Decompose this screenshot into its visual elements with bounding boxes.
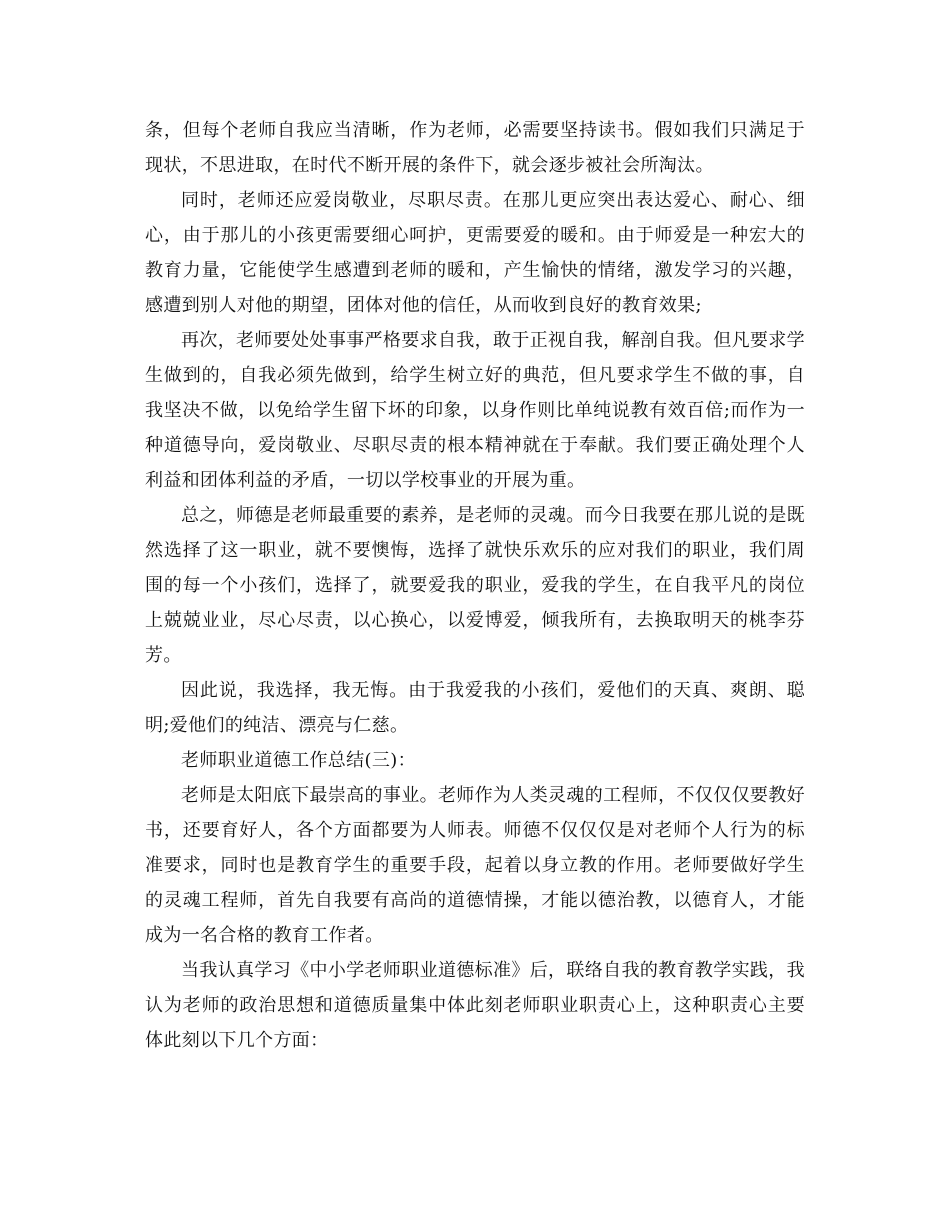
paragraph-self-discipline: 再次，老师要处处事事严格要求自我，敢于正视自我，解剖自我。但凡要求学生做到的，自我必须先做到，给学生树立好的典范，但凡要求学生不做的事，自我坚决不做，以免给学生留下坏的印象，以身作则比单纯说教有效百倍;而作为一种道德导向，爱岗敬业、尽职尽责的根本精神就在于奉献。我们要正确处理个人利益和团体利益的矛盾，一切以学校事业的开展为重。 (145, 330, 805, 491)
paragraph-no-regret: 因此说，我选择，我无悔。由于我爱我的小孩们，爱他们的天真、爽朗、聪明;爱他们的纯洁、漂亮与仁慈。 (145, 680, 805, 736)
document-body (145, 113, 805, 1058)
paragraph-conclusion: 总之，师德是老师最重要的素养，是老师的灵魂。而今日我要在那儿说的是既然选择了这一职业，就不要懊悔，选择了就快乐欢乐的应对我们的职业，我们周围的每一个小孩们，选择了，就要爱我的职业，爱我的学生，在自我平凡的岗位上兢兢业业，尽心尽责，以心换心，以爱博爱，倾我所有，去换取明天的桃李芬芳。 (145, 505, 805, 666)
paragraph-study-standard: 当我认真学习《中小学老师职业道德标准》后，联络自我的教育教学实践，我认为老师的政治思想和道德质量集中体此刻老师职业职责心上，这种职责心主要体此刻以下几个方面： (145, 960, 805, 1051)
paragraph-dedication: 同时，老师还应爱岗敬业，尽职尽责。在那儿更应突出表达爱心、耐心、细心，由于那儿的小孩更需要细心呵护，更需要爱的暖和。由于师爱是一种宏大的教育力量，它能使学生感遭到老师的暖和，产生愉快的情绪，激发学习的兴趣，感遭到别人对他的期望，团体对他的信任，从而收到良好的教育效果; (145, 190, 805, 316)
paragraph-continuation: 条，但每个老师自我应当清晰，作为老师，必需要坚持读书。假如我们只满足于现状，不思进取，在时代不断开展的条件下，就会逐步被社会所淘汰。 (145, 120, 805, 176)
section-heading: 老师职业道德工作总结(三)： (181, 750, 416, 771)
paragraph-teacher-noble: 老师是太阳底下最崇高的事业。老师作为人类灵魂的工程师，不仅仅仅要教好书，还要育好人，各个方面都要为人师表。师德不仅仅仅是对老师个人行为的标准要求，同时也是教育学生的重要手段，起着以身立教的作用。老师要做好学生的灵魂工程师，首先自我要有高尚的道德情操，才能以德治教，以德育人，才能成为一名合格的教育工作者。 (145, 785, 805, 946)
